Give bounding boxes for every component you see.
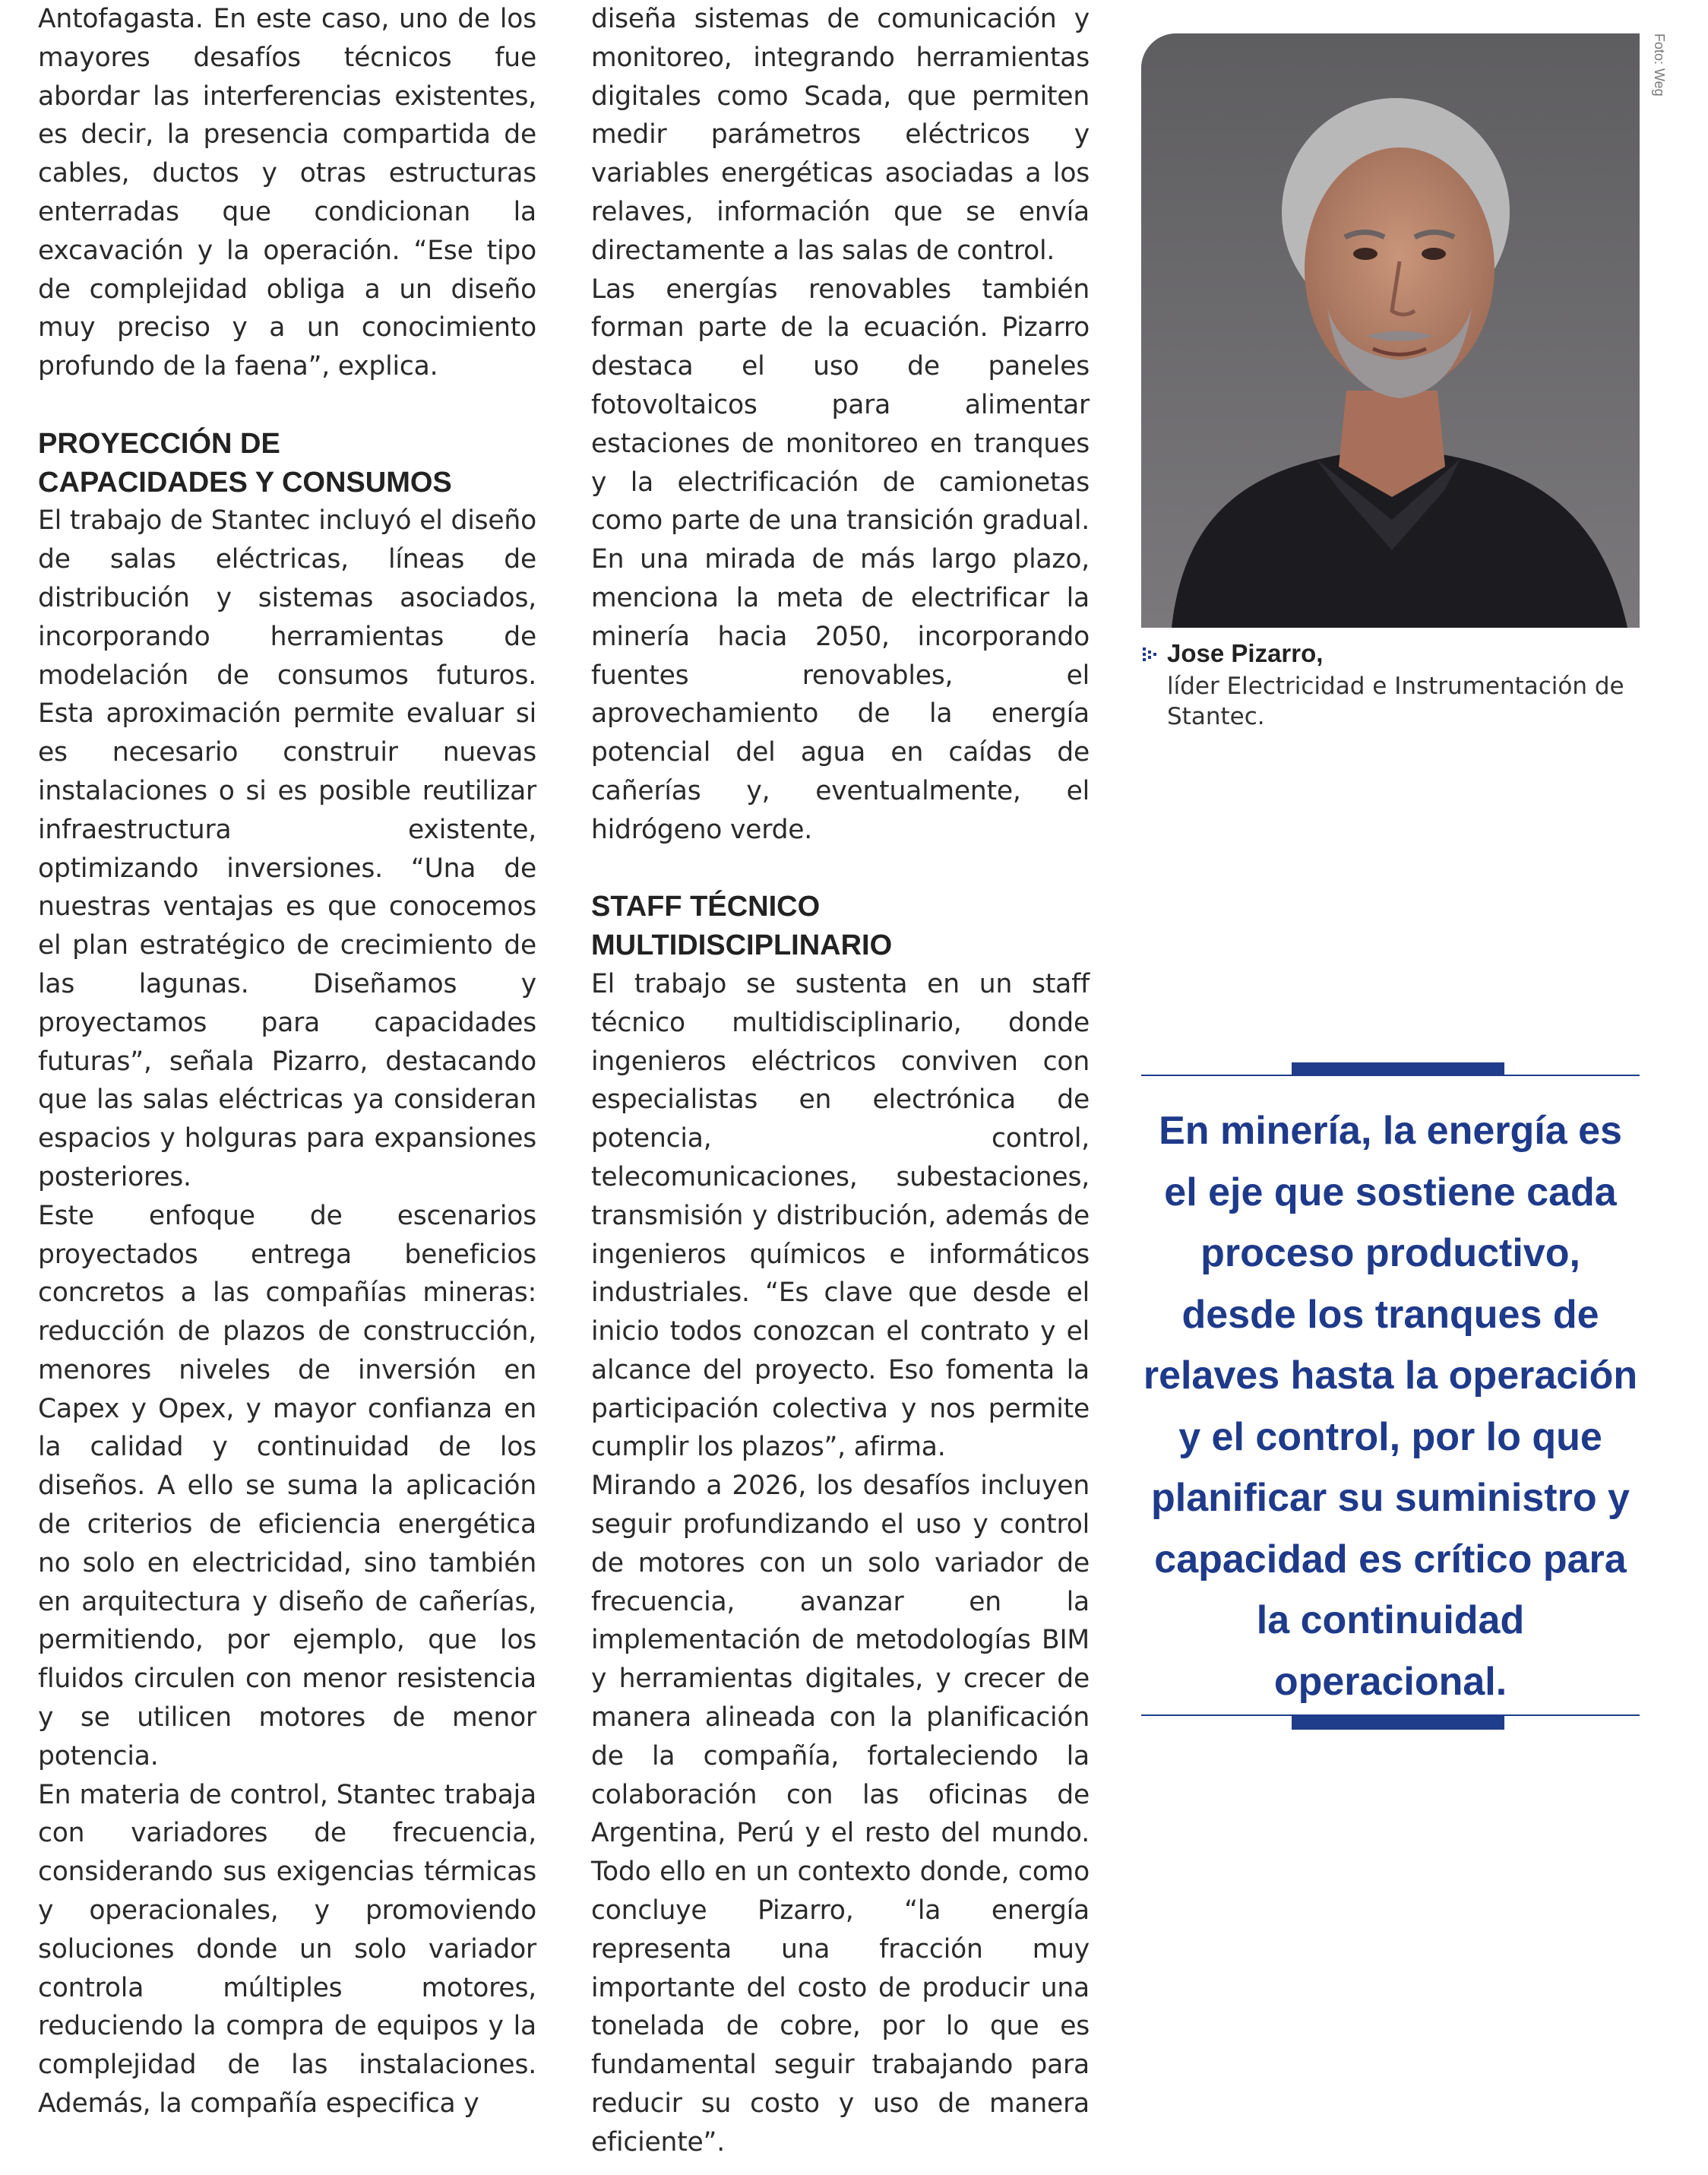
quote-bottom-bar — [1292, 1716, 1504, 1730]
intro-paragraph: Antofagasta. En este caso, uno de los mayores desafíos técnicos fue abordar las interferencias existentes, es decir, la presencia compartida de cables, ductos y otras estructuras enterradas que condicionan la excavación y la operación. “Ese tipo de complejidad obliga a un diseño muy preciso y a un conocimiento profundo de la faena”, explica. — [38, 4, 536, 382]
body-paragraph: Este enfoque de escenarios proyectados entrega beneficios concretos a las compañías mineras: reducción de plazos de construcción, menores niveles de inversión en Capex y Opex, y mayor confianza en la calidad y continuidad de los diseños. A ello se suma la aplicación de criterios de eficiencia energética no solo en electricidad, sino también en arquitectura y diseño de cañerías, permitiendo, por ejemplo, que los fluidos circulen con menor resistencia y se utilicen motores de menor potencia. — [38, 1200, 536, 1771]
pull-quote: En minería, la energía es el eje que sostiene cada proceso productivo, desde los tranques de relaves hasta la operación y el control, por lo que planificar su suministro y capacidad es crítico para la continuidad operacional. — [1143, 1109, 1638, 1704]
section-heading-line2: MULTIDISCIPLINARIO — [591, 929, 893, 962]
text-column-2 — [591, 0, 1090, 2162]
body-paragraph: El trabajo de Stantec incluyó el diseño de salas eléctricas, líneas de distribución y sistemas asociados, incorporando herramientas de modelación de consumos futuros. Esta aproximación permite evaluar si es necesario construir nuevas instalaciones o si es posible reutilizar infraestructura existente, optimizando inversiones. “Una de nuestras ventajas es que conocemos el plan estratégico de crecimiento de las lagunas. Diseñamos y proyectamos para capacidades futuras”, señala Pizarro, destacando que las salas eléctricas ya consideran espacios y holguras para expansiones posteriores. — [38, 505, 536, 1192]
photo-caption — [1141, 638, 1643, 732]
body-paragraph: Mirando a 2026, los desafíos incluyen seguir profundizando el uso y control de motores con un solo variador de frecuencia, avanzar en la implementación de metodologías BIM y herramientas digitales, y crecer de manera alineada con la planificación de la compañía, fortaleciendo la colaboración con las oficinas de Argentina, Perú y el resto del mundo. Todo ello en un contexto donde, como concluye Pizarro, “la energía representa una fracción muy importante del costo de producir una tonelada de cobre, por lo que es fundamental seguir trabajando para reducir su costo y uso de manera eficiente”. — [591, 1471, 1090, 2158]
body-paragraph: El trabajo se sustenta en un staff técnico multidisciplinario, donde ingenieros eléctricos conviven con especialistas en electrónica de potencia, control, telecomunicaciones, subestaciones, transmisión y distribución, además de ingenieros químicos e informáticos industriales. “Es clave que desde el inicio todos conozcan el contrato y el alcance del proyecto. Eso fomenta la participación colectiva y nos permite cumplir los plazos”, afirma. — [591, 968, 1090, 1463]
caption-bullet-icon — [1141, 641, 1161, 671]
quote-top-rule — [1141, 1075, 1640, 1076]
body-paragraph: En materia de control, Stantec trabaja con variadores de frecuencia, considerando sus exigencias térmicas y operacionales, y promoviendo soluciones donde un solo variador controla múltiples motores, reduciendo la compra de equipos y la complejidad de las instalaciones. Además, la compañía especifica y — [38, 1779, 536, 2120]
section-heading-line2: CAPACIDADES Y CONSUMOS — [38, 466, 452, 499]
section-heading-line1: STAFF TÉCNICO — [591, 891, 821, 923]
section-heading-line1: PROYECCIÓN DE — [38, 427, 280, 460]
portrait-photo — [1141, 33, 1640, 628]
photo-credit: Foto: Weg — [1652, 33, 1667, 97]
caption-role: líder Electricidad e Instrumentación de Stantec. — [1167, 672, 1624, 730]
text-column-1 — [38, 0, 536, 2123]
body-paragraph: Las energías renovables también forman parte de la ecuación. Pizarro destaca el uso de paneles fotovoltaicos para alimentar estaciones de monitoreo en tranques y la electrificación de camionetas como parte de una transición gradual. En una mirada de más largo plazo, menciona la meta de electrificar la minería hacia 2050, incorporando fuentes renovables, el aprovechamiento de la energía potencial del agua en caídas de cañerías y, eventualmente, el hidrógeno verde. — [591, 274, 1090, 845]
body-paragraph: diseña sistemas de comunicación y monitoreo, integrando herramientas digitales como Scada, que permiten medir parámetros eléctricos y variables energéticas asociadas a los relaves, información que se envía directamente a las salas de control. — [591, 4, 1090, 266]
caption-name: Jose Pizarro, — [1167, 639, 1324, 667]
